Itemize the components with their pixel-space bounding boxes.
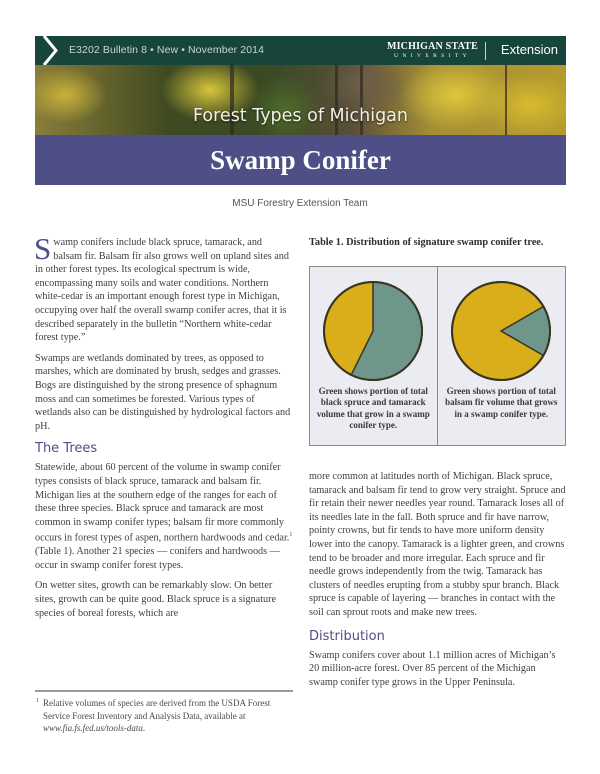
intro-text: wamp conifers include black spruce, tamarack, and balsam fir. Balsam fir also grows well on upland sites and in other forest types. Its ecological spectrum is wide, encompassing many soils and water conditions. Northern white-cedar is an important enough forest type in Michigan, occupying over half the overall swamp conifer acres, that it is described separately in the bulletin “Northern white-cedar forest type.” xyxy=(35,237,289,344)
right-column xyxy=(309,470,566,696)
distribution-paragraph: Swamp conifers cover about 1.1 million acres of Michigan’s 20 million-acre forest. Over 85 percent of the Michigan swamp conifer type grows in the Upper Peninsula. xyxy=(309,649,556,688)
pie-caption-spruce-tamarack: Green shows portion of total black spruce and tamarack volume that grow in a swamp conifer type. xyxy=(316,386,430,430)
intro-paragraph xyxy=(34,231,293,345)
extension-label: Extension xyxy=(500,42,558,57)
pie-chart-spruce-tamarack xyxy=(321,279,425,383)
logo-divider xyxy=(485,42,486,60)
forest-photo xyxy=(35,65,566,135)
pie-chart-balsam-fir xyxy=(449,279,553,383)
trees-text-a: Statewide, about 60 percent of the volume in swamp conifer types consists of black spruce, tamarack and balsam fir. Michigan lies at the southern edge of the ranges for each of these three species. Black spruce and tamarack are most common in swamp conifer types; balsam fir more commonly occurs in forest types of aspen, northern hardwoods and cedar. xyxy=(35,462,290,544)
left-column xyxy=(34,231,293,627)
table-cell-balsam-fir xyxy=(438,267,566,445)
msu-logo xyxy=(387,41,478,60)
logo-line-2: UNIVERSITY xyxy=(393,53,471,59)
trees-text-b: (Table 1). Another 21 species — conifers and hardwoods — occur in swamp conifer forest types. xyxy=(35,546,280,571)
chevron-right-icon xyxy=(35,36,61,65)
top-bar xyxy=(35,36,566,65)
table-cell-spruce-tamarack xyxy=(310,267,438,445)
footnote-text: Relative volumes of species are derived from the USDA Forest Service Forest Inventory and Analysis Data, available at xyxy=(43,698,271,721)
footnote-link[interactable]: www.fia.fs.fed.us/tools-data xyxy=(43,723,143,733)
section-heading-distribution: Distribution xyxy=(309,628,385,644)
footnote-marker: 1 xyxy=(36,698,39,704)
page-title: Swamp Conifer xyxy=(210,145,391,175)
trees-paragraph-2: On wetter sites, growth can be remarkably slow. On better sites, growth can be quite good. Black spruce is a signature species of boreal forests, which are xyxy=(35,580,277,619)
footnote xyxy=(35,697,293,735)
header-banner xyxy=(35,36,566,185)
section-heading-trees: The Trees xyxy=(35,441,98,457)
trees-paragraph-1 xyxy=(35,461,293,572)
logo-line-1: MICHIGAN STATE xyxy=(386,41,478,52)
footnote-end: . xyxy=(142,723,146,733)
title-bar xyxy=(35,135,566,185)
footnote-divider xyxy=(35,690,293,692)
series-title: Forest Types of Michigan xyxy=(192,106,409,126)
footnote-ref[interactable]: 1 xyxy=(289,532,293,539)
drop-cap: S xyxy=(34,231,52,266)
wetlands-paragraph: Swamps are wetlands dominated by trees, as opposed to marshes, which are dominated by brush, sedges and grasses. Bogs are distinguished by the strong presence of sphagnum moss and can sometimes be forested. Various types of wetlands also can be distinguished by hydrological factors and pH. xyxy=(35,352,291,432)
trees-paragraph-continued: more common at latitudes north of Michigan. Black spruce, tamarack and balsam fir tend to grow very straight. Spruce and fir retain their newer needles year round. Tamarack loses all of its needles late in the fall. Both spruce and fir have narrow, pointy crowns, but fir tends to have more uniform density lower into the canopy. Tamarack is a lighter green, and crowns tend to be broader and more irregular. Each spruce and fir needle grows independently from the twig. Tamarack has clusters of needles erupting from a stubby spur branch. Black spruce is capable of layering — branches in contact with the soil can sprout roots and make new trees. xyxy=(309,471,566,618)
author-line: MSU Forestry Extension Team xyxy=(232,198,368,209)
distribution-table xyxy=(309,266,566,446)
pie-caption-balsam-fir: Green shows portion of total balsam fir volume that grows in a swamp conifer type. xyxy=(445,386,558,419)
table-caption: Table 1. Distribution of signature swamp conifer tree. xyxy=(309,237,544,248)
bulletin-info: E3202 Bulletin 8 • New • November 2014 xyxy=(69,44,265,56)
